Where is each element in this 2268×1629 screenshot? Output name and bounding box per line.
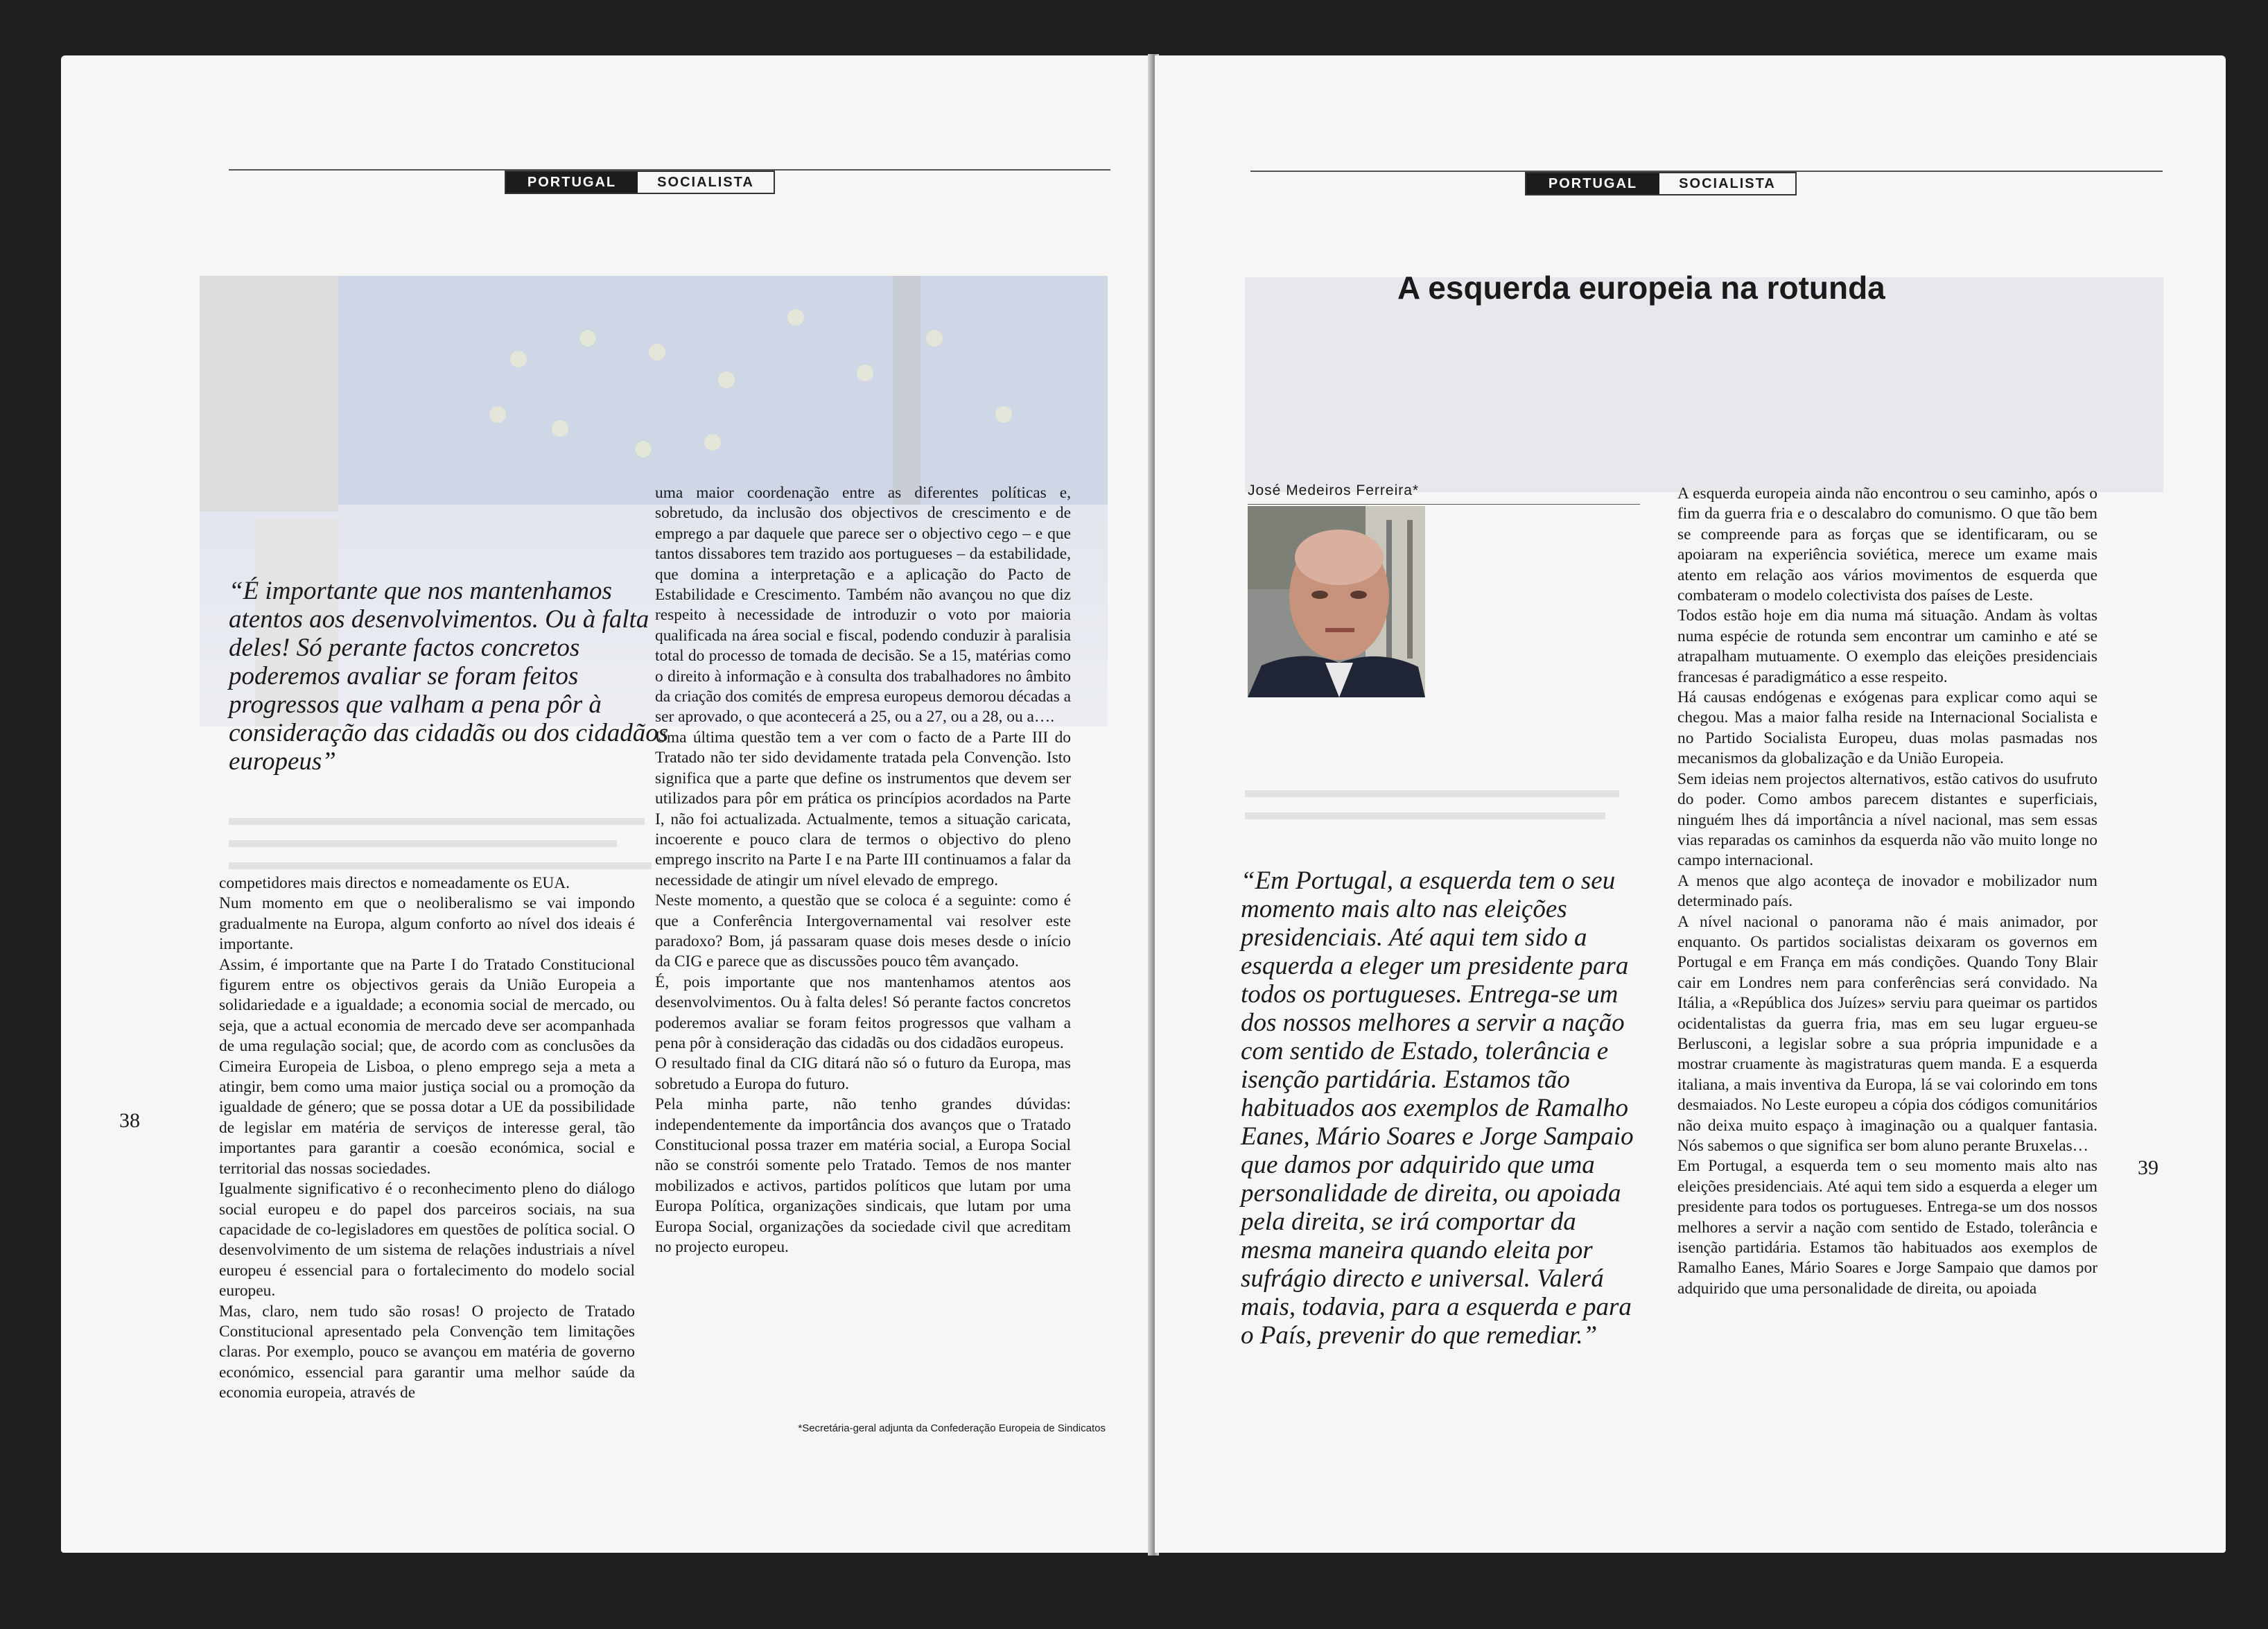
paragraph: Em Portugal, a esquerda tem o seu momento mais alto nas eleições presidenciais. Até aqui tem sido a esquerda a eleger um presidente para todos os portugueses. Entrega-se um dos nossos melhores a servir a nação com sentido de Estado, tolerância e isenção partidária. Estamos tão habituados aos exemplos de Ramalho Eanes, Mário Soares e Jorge Sampaio que damos por adquirido que uma personalidade de direita, ou apoiada	[1677, 1157, 2097, 1298]
masthead-portugal: PORTUGAL	[506, 172, 638, 193]
article-title: A esquerda europeia na rotunda	[1397, 270, 1885, 306]
page-number: 39	[2138, 1156, 2158, 1179]
masthead-label	[505, 171, 775, 194]
paragraph: competidores mais directos e nomeadamente os EUA.	[219, 874, 570, 892]
faded-background-photo	[1245, 277, 2163, 492]
paragraph: Sem ideias nem projectos alternativos, estão cativos do usufruto do poder. Como ambos parecem distantes e superficiais, ninguém lhes dá importância a nível nacional, mas sem essas vias reparadas os caminhos da esquerda não vão muito longe no campo internacional.	[1677, 769, 2097, 870]
page-number: 38	[119, 1109, 140, 1132]
masthead-portugal: PORTUGAL	[1526, 173, 1659, 194]
masthead-socialista: SOCIALISTA	[638, 172, 774, 193]
author-footnote: *Secretária-geral adjunta da Confederação Europeia de Sindicatos	[798, 1422, 1106, 1434]
masthead-label	[1525, 172, 1797, 195]
paragraph: A esquerda europeia ainda não encontrou o seu caminho, após o fim da guerra fria e o descalabro do comunismo. O que tão bem se compreende para as forças que se identificaram, ou se apoiaram na experiência soviética, merece um exame mais atento em relação aos vários movimentos de esquerda que combateram o modelo colectivista dos países de Leste.	[1677, 485, 2097, 605]
article-column-2	[655, 483, 1071, 1257]
left-page	[61, 55, 1151, 1553]
masthead-socialista: SOCIALISTA	[1659, 173, 1795, 194]
paragraph: A menos que algo aconteça de inovador e mobilizador num determinado país.	[1677, 871, 2097, 911]
right-page	[1155, 55, 2226, 1553]
author-portrait	[1248, 506, 1425, 697]
faded-background-text	[1245, 790, 1633, 835]
paragraph: Todos estão hoje em dia numa má situação. Andam às voltas numa espécie de rotunda sem encontrar um caminho e até se atrapalham mutuamente. O exemplo das eleições presidenciais francesas é paradigmático a esse respeito.	[1677, 607, 2097, 686]
paragraph: Uma última questão tem a ver com o facto de a Parte III do Tratado não ter sido devidamente tratada pela Convenção. Isto significa que a parte que define os instrumentos que devem ser utilizados para pôr em prática os princípios acordados na Parte I, não foi actualizada. Actualmente, temos a situação caricata, incoerente e pouco clara de termos o objectivo do pleno emprego inscrito na Parte I e na Parte III continuamos a falar da necessidade de atingir um nível elevado de emprego.	[655, 728, 1071, 889]
author-photo	[1248, 506, 1425, 697]
paragraph: Num momento em que o neoliberalismo se vai impondo gradualmente na Europa, algum conforto ao nível dos ideais é importante.	[219, 894, 635, 954]
paragraph: Pela minha parte, não tenho grandes dúvidas: independentemente da importância dos avanços que o Tratado Constitucional possa trazer em matéria social, a Europa Social não se constrói somente pelo Tratado. Temos de nos manter mobilizados e activos, partidos políticos que lutam por uma Europa Política, organizações sindicais, que lutam por uma Europa Social, organizações da sociedade civil que acreditam no projecto europeu.	[655, 1095, 1071, 1257]
paragraph: O resultado final da CIG ditará não só o futuro da Europa, mas sobretudo a Europa do futuro.	[655, 1054, 1071, 1093]
byline-rule	[1248, 504, 1640, 505]
paragraph: Mas, claro, nem tudo são rosas! O projecto de Tratado Constitucional apresentado pela Convenção tem limitações claras. Por exemplo, pouco se avançou em matéria de governo económico, essencial para garantir uma melhor saúde da economia europeia, através de	[219, 1302, 635, 1402]
paragraph: Assim, é importante que na Parte I do Tratado Constitucional figurem entre os objectivos gerais da União Europeia a solidariedade e a igualdade; a economia social de mercado, ou seja, que a actual economia de mercado deve ser acompanhada de uma regulação social; que, de acordo com as conclusões da Cimeira Europeia de Lisboa, o pleno emprego seja a meta a atingir, bem como uma maior justiça social ou a promoção da igualdade de género; que se possa dotar a UE da possibilidade de legislar em matéria de serviços de interesse geral, tão importantes para garantir a coesão económica, social e territorial das nossas sociedades.	[219, 955, 635, 1178]
paragraph: Igualmente significativo é o reconhecimento pleno do diálogo social europeu e do papel dos parceiros sociais, na sua capacidade de co-legisladores em questões de política social. O desenvolvimento de um sistema de relações industriais a nível europeu é essencial para o fortalecimento do modelo social europeu.	[219, 1180, 635, 1300]
paragraph: É, pois importante que nos mantenhamos atentos aos desenvolvimentos. Ou à falta deles! Só perante factos concretos poderemos avaliar se foram feitos progressos que valham a pena pôr à consideração das cidadãs ou dos cidadãos europeus.	[655, 973, 1071, 1052]
paragraph: A nível nacional o panorama não é mais animador, por enquanto. Os partidos socialistas deixaram os governos em Portugal e em França em más condições. Quando Tony Blair cair em Londres nem para conferências será convidado. Na Itália, a «República dos Juízes» serviu para queimar os partidos ocidentalistas da guerra fria, mas em seu lugar ergueu-se Berlusconi, a legislar sobre a sua própria impunidade e a mostrar cruamente às magistraturas quem manda. E a esquerda italiana, a mais inventiva da Europa, lá se vai colorindo em tons desmaiados. No Leste europeu a cópia dos códigos comunitários não deixa muito espaço à imaginação ou a qualquer fantasia. Nós sabemos o que significa ser bom aluno perante Bruxelas…	[1677, 912, 2097, 1155]
pull-quote: “Em Portugal, a esquerda tem o seu momento mais alto nas eleições presidenciais. Até aqui tem sido a esquerda a eleger um presidente para todos os portugueses. Entrega-se um dos nossos melhores a servir a nação com sentido de Estado, tolerância e isenção partidária. Estamos tão habituados aos exemplos de Ramalho Eanes, Mário Soares e Jorge Sampaio que damos por adquirido que uma personalidade de direita, ou apoiada pela direita, se irá comportar da mesma maneira quando eleita por sufrágio directo e universal. Valerá mais, todavia, para a esquerda e para o País, prevenir do que remediar.”	[1241, 866, 1634, 1350]
paragraph: Há causas endógenas e exógenas para explicar como aqui se chegou. Mas a maior falha reside na Internacional Socialista e no Partido Socialista Europeu, duas molas pasmadas nos mecanismos da globalização e da União Europeia.	[1677, 688, 2097, 768]
paragraph: uma maior coordenação entre as diferentes políticas e, sobretudo, da inclusão dos objectivos de crescimento e de emprego a par daquele que parece ser o objectivo cego – e que tantos dissabores tem trazido aos portugueses – da estabilidade, que domina a interpretação e a aplicação do Pacto de Estabilidade e Crescimento. Também não avançou no que diz respeito à necessidade de introduzir o voto por maioria qualificada na área social e fiscal, podendo conduzir à paralisia total do processo de tomada de decisão. Se a 15, matérias como o direito à informação e à consulta dos trabalhadores no âmbito da criação dos comités de empresa europeus demorou décadas a ser aprovado, o que acontecerá a 25, ou a 27, ou a 28, ou a….	[655, 484, 1071, 726]
article-column-1	[219, 873, 635, 1404]
byline: José Medeiros Ferreira*	[1248, 482, 1420, 498]
paragraph: Neste momento, a questão que se coloca é a seguinte: como é que a Conferência Intergovernamental vai resolver este paradoxo? Bom, já passaram quase dois meses desde o início da CIG e parece que as discussões pouco têm avançado.	[655, 891, 1071, 971]
article-column	[1677, 484, 2097, 1299]
pull-quote: “É importante que nos mantenhamos atentos aos desenvolvimentos. Ou à falta deles! Só perante factos concretos poderemos avaliar se foram feitos progressos que valham a pena pôr à consideração das cidadãs ou dos cidadãos europeus”	[229, 577, 669, 776]
